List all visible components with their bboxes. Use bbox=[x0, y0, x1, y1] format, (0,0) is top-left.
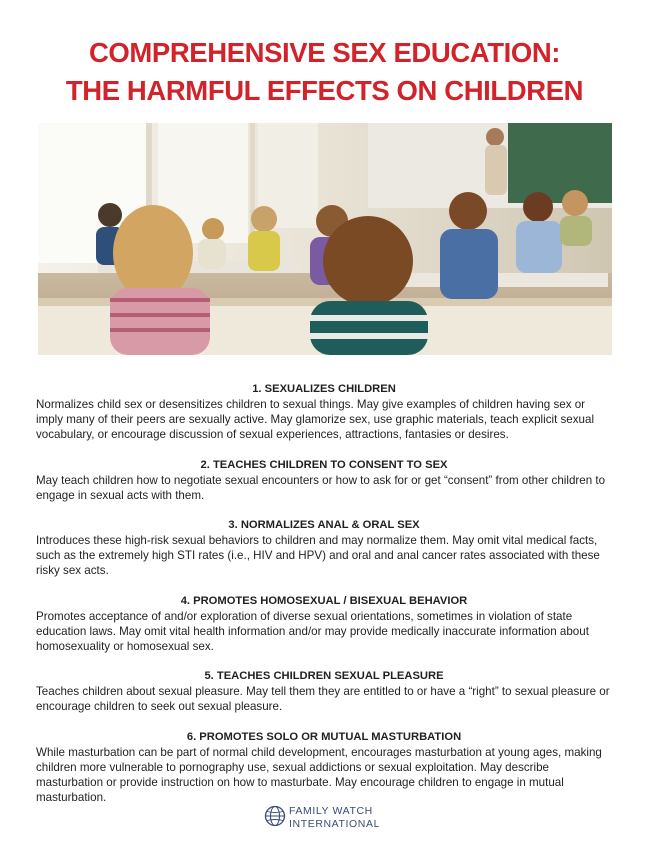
section-masturbation bbox=[36, 730, 612, 806]
title-line-1: COMPREHENSIVE SEX EDUCATION: bbox=[88, 37, 561, 68]
section-sexualizes-children bbox=[36, 382, 612, 443]
content-sections bbox=[36, 382, 612, 820]
page-title bbox=[0, 34, 649, 110]
section-heading: 3. NORMALIZES ANAL & ORAL SEX bbox=[228, 519, 420, 532]
section-body: Normalizes child sex or desensitizes children to sexual things. May give examples of children having sex or imply many of their peers are sexually active. May glamorize sex, use graphic materials, teach explicit sexual vocabulary, or encourage discussion of sexual experiences, attractions, fantasies or desires. bbox=[36, 398, 595, 442]
classroom-photo bbox=[38, 123, 612, 355]
section-consent bbox=[36, 458, 612, 503]
section-body: Introduces these high-risk sexual behaviors to children and may normalize them. May omit vital medical facts, such as the extremely high STI rates (i.e., HIV and HPV) and oral and anal cancer rates associated with these risky sex acts. bbox=[36, 534, 600, 578]
section-anal-oral bbox=[36, 518, 612, 579]
globe-icon bbox=[264, 805, 286, 827]
section-heading: 6. PROMOTES SOLO OR MUTUAL MASTURBATION bbox=[186, 730, 462, 743]
section-homosexual-bisexual bbox=[36, 594, 612, 655]
section-body: While masturbation can be part of normal child development, encourages masturbation at young ages, making children more vulnerable to pornography use, sexual addictions or sexual exploitation. May describe masturbation or provide instruction on how to masturbate. May encourage children to engage in mutual masturbation. bbox=[36, 745, 602, 805]
section-heading: 5. TEACHES CHILDREN SEXUAL PLEASURE bbox=[204, 670, 444, 683]
logo-line-2: INTERNATIONAL bbox=[289, 818, 381, 830]
section-body: May teach children how to negotiate sexual encounters or how to ask for or get “consent” from other children to engage in sexual acts with them. bbox=[36, 473, 606, 502]
title-line-2: THE HARMFUL EFFECTS ON CHILDREN bbox=[65, 75, 584, 106]
logo-line-1: FAMILY WATCH bbox=[289, 805, 373, 817]
section-heading: 1. SEXUALIZES CHILDREN bbox=[252, 383, 396, 395]
family-watch-logo bbox=[264, 803, 394, 833]
section-body: Promotes acceptance of and/or exploration of diverse sexual orientations, sometimes in violation of state education laws. May omit vital health information and/or may provide medically inaccurate information about homosexuality or homosexual sex. bbox=[36, 609, 589, 654]
section-heading: 2. TEACHES CHILDREN TO CONSENT TO SEX bbox=[200, 458, 448, 471]
section-body: Teaches children about sexual pleasure. May tell them they are entitled to or have a “right” to sexual pleasure or encourage children to seek out sexual pleasure. bbox=[36, 685, 610, 714]
section-heading: 4. PROMOTES HOMOSEXUAL / BISEXUAL BEHAVIOR bbox=[180, 594, 468, 607]
section-sexual-pleasure bbox=[36, 669, 612, 714]
